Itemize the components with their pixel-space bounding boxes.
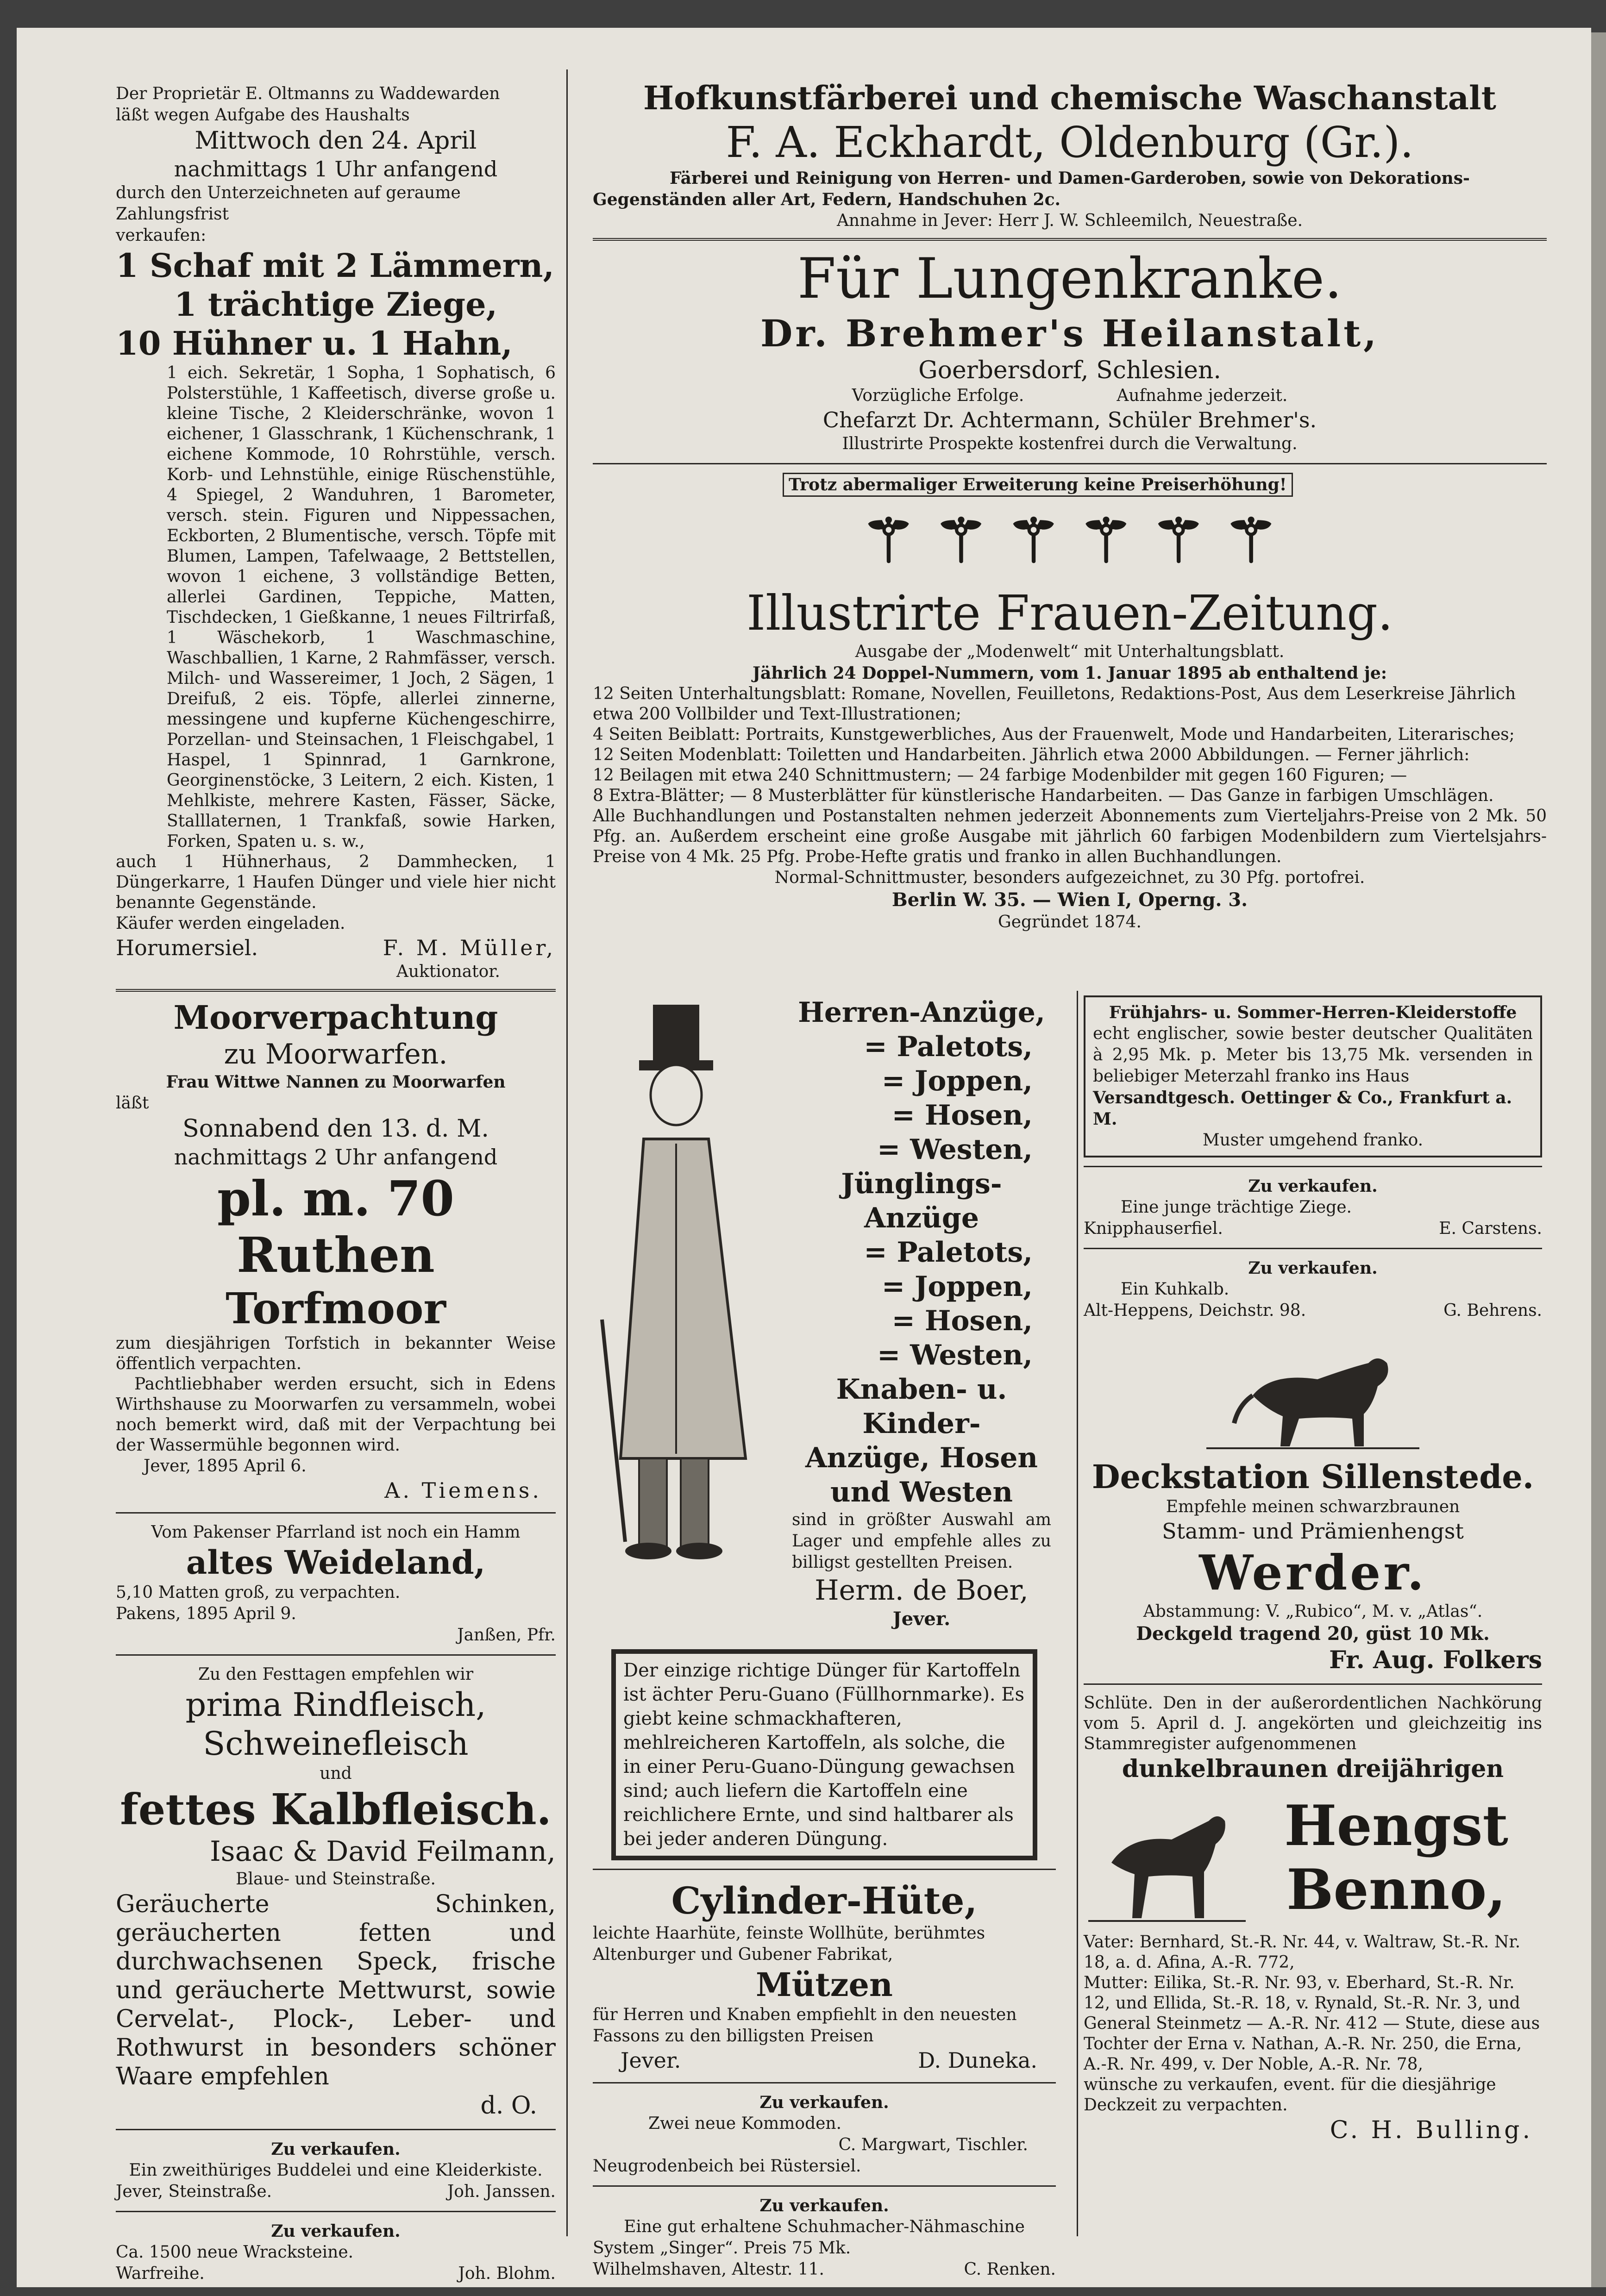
text: 5,10 Matten groß, zu verpachten. bbox=[116, 1583, 401, 1602]
headline: pl. m. 70 Ruthen bbox=[217, 1170, 454, 1283]
item-list: auch 1 Hühnerhaus, 2 Dammhecken, 1 Düngerkarre, 1 Haufen Dünger und viele hier nicht benannte Gegenstände. bbox=[116, 852, 556, 912]
headline: altes Weideland, bbox=[186, 1543, 486, 1582]
headline: 10 Hühner u. 1 Hahn, bbox=[116, 324, 513, 363]
signature: C. Margwart, Tischler. bbox=[838, 2135, 1028, 2154]
text: Alle Buchhandlungen und Postanstalten nehmen jederzeit Abonnements zum Vierteljahrs-Preise von 2 Mk. 50 Pfg. an. Außerdem erscheint eine große Ausgabe mit jährlich 60 farbigen Modenbildern zum Viertelsjahrs-Preise von 4 Mk. 25 Pfg. Probe-Hefte gratis und franko in allen Buchhandlungen. bbox=[593, 807, 1547, 866]
signature: A. Tiemens. bbox=[384, 1478, 542, 1503]
text: Normal-Schnittmuster, besonders aufgezeichnet, zu 30 Pfg. portofrei. bbox=[774, 868, 1365, 887]
headline: 1 Schaf mit 2 Lämmern, bbox=[116, 246, 554, 285]
headline: Isaac & David Feilmann, bbox=[210, 1835, 556, 1868]
place: Alt-Heppens, Deichstr. 98. bbox=[1084, 1301, 1306, 1320]
date: Jever, 1895 April 6. bbox=[144, 1457, 307, 1476]
goat-ad bbox=[1084, 1176, 1542, 1239]
text: Auktionator. bbox=[396, 962, 500, 981]
calf-ad bbox=[1084, 1257, 1542, 1321]
fabric-ad bbox=[1084, 995, 1542, 1157]
place: Horumersiel. bbox=[116, 935, 258, 960]
text: Muster umgehend franko. bbox=[1202, 1131, 1424, 1150]
place: Knipphauserfiel. bbox=[1084, 1219, 1223, 1238]
clothing-line: Knaben- u. Kinder- bbox=[836, 1373, 1007, 1440]
clothing-line: = Hosen, bbox=[891, 1305, 1033, 1337]
butcher-ad bbox=[116, 1664, 556, 2121]
headline: Werder. bbox=[1199, 1544, 1427, 1601]
man-illustration bbox=[593, 995, 787, 1565]
headline: Deckstation Sillenstede. bbox=[1092, 1458, 1534, 1496]
text: Versandtgesch. Oettinger & Co., Frankfurt a. M. bbox=[1093, 1088, 1512, 1129]
stud-ad bbox=[1084, 1458, 1542, 1675]
text: zum diesjährigen Torfstich in bekannter Weise öffentlich verpachten. bbox=[116, 1334, 556, 1373]
headline: Benno, bbox=[1286, 1857, 1506, 1922]
signature: F. M. Müller, bbox=[383, 935, 556, 960]
horse-icon bbox=[1197, 1335, 1429, 1451]
text: Färberei und Reinigung von Herren- und Damen-Garderoben, sowie von Dekorations- bbox=[670, 169, 1470, 188]
figure-icon: ⚚ bbox=[934, 505, 988, 576]
text: echt englischer, sowie bester deutscher Qualitäten à 2,95 Mk. p. Meter bis 13,75 Mk. versenden in beliebiger Meterzahl franko ins Haus bbox=[1093, 1024, 1533, 1086]
clothing-line: und Westen bbox=[830, 1476, 1013, 1508]
text: Mittwoch den 24. April bbox=[194, 127, 477, 155]
clothing-lines bbox=[792, 995, 1051, 1509]
guano-ad bbox=[611, 1649, 1037, 1860]
text: Geräucherte Schinken, geräucherten fetten und durchwachsenen Speck, frische und geräucherte Mettwurst, sowie Cervelat-, Plock-, Leber- und Rothwurst in besonders schöner Waare empfehlen bbox=[116, 1890, 556, 2090]
place: Jever. bbox=[892, 1608, 951, 1630]
divider bbox=[116, 989, 556, 992]
text: System „Singer“. Preis 75 Mk. bbox=[593, 2239, 851, 2258]
text: verkaufen: bbox=[116, 226, 207, 245]
right-column bbox=[1084, 995, 1542, 2145]
text: Sonnabend den 13. d. M. bbox=[182, 1115, 489, 1143]
text: Aufnahme jederzeit. bbox=[1117, 386, 1288, 405]
text: Ein zweithüriges Buddelei und eine Kleiderkiste. bbox=[129, 2161, 543, 2180]
list-item: 8 Extra-Blätter; — 8 Musterblätter für künstlerische Handarbeiten. — Das Ganze in farbigen Umschlägen. bbox=[593, 786, 1494, 805]
text: Empfehle meinen schwarzbraunen bbox=[1166, 1497, 1460, 1516]
headline: Torfmoor bbox=[226, 1283, 446, 1333]
text: Ein Kuhkalb. bbox=[1121, 1280, 1230, 1299]
headline: Illustrirte Frauen-Zeitung. bbox=[747, 585, 1393, 641]
text: Eine gut erhaltene Schuhmacher-Nähmaschine bbox=[624, 2217, 1025, 2236]
text: Jährlich 24 Doppel-Nummern, vom 1. Januar 1895 ab enthaltend je: bbox=[752, 663, 1387, 683]
headline: Moorverpachtung bbox=[173, 998, 498, 1037]
divider bbox=[593, 2082, 1056, 2083]
text: Zu den Festtagen empfehlen wir bbox=[198, 1665, 474, 1684]
text: durch den Unterzeichneten auf geraume Zahlungsfrist bbox=[116, 183, 461, 224]
text: Der Proprietär E. Oltmanns zu Waddewarden bbox=[116, 84, 500, 103]
place: Jever. bbox=[621, 2048, 681, 2073]
place: Wilhelmshaven, Altestr. 11. bbox=[593, 2260, 824, 2279]
headline: Hofkunstfärberei und chemische Waschanstalt bbox=[643, 79, 1496, 117]
headline: Dr. Brehmer's Heilanstalt, bbox=[760, 312, 1380, 355]
text: Vater: Bernhard, St.-R. Nr. 44, v. Waltraw, St.-R. Nr. 18, a. d. Afina, A.-R. 772, bbox=[1084, 1933, 1521, 1972]
signature: Janßen, Pfr. bbox=[457, 1626, 556, 1645]
text: Blaue- und Steinstraße. bbox=[236, 1870, 436, 1889]
signature: Joh. Blohm. bbox=[458, 2264, 556, 2283]
place: Jever, Steinstraße. bbox=[116, 2182, 272, 2201]
column-rule-mid bbox=[1077, 991, 1078, 2236]
signature: C. Renken. bbox=[964, 2260, 1056, 2279]
headline: Schweinefleisch bbox=[203, 1725, 469, 1763]
divider bbox=[593, 238, 1547, 241]
moor-lease-ad bbox=[116, 998, 556, 1504]
headline: Zu verkaufen. bbox=[1248, 1258, 1378, 1278]
clothing-line: = Westen, bbox=[877, 1339, 1033, 1371]
divider bbox=[593, 1869, 1056, 1870]
text: Abstammung: V. „Rubico“, M. v. „Atlas“. bbox=[1143, 1602, 1483, 1621]
item-list: 1 eich. Sekretär, 1 Sopha, 1 Sophatisch, 6 Polsterstühle, 1 Kaffeetisch, diverse große u. kleine Tische, 2 Kleiderschränke, wovon 1 eichener, 1 Glasschrank, 1 Küchenschrank, 1 eichene Kommode, 10 Rohrstühle, versch. Korb- und Lehnstühle, einige Rüschenstühle, 4 Spiegel, 2 Wanduhren, 1 Barometer, versch. stein. Figuren und Nippessachen, Eckborten, 2 Blumentische, versch. Töpfe mit Blumen, Lampen, Tafelwaage, 2 Bettstellen, wovon 1 eichene, 3 vollständige Betten, allerlei Gardinen, Teppiche, Matten, Tischdecken, 1 Gießkanne, 1 neues Filtrirfaß, 1 Wäschekorb, 1 Waschmaschine, Waschballien, 1 Karne, 2 Rahmfässer, versch. Milch- und Wassereimer, 1 Joch, 2 Sägen, 1 Dreifuß, 2 eis. Töpfe, allerlei zinnerne, messingene und kupferne Küchengeschirre, Porzellan- und Steinsachen, 1 Fleischgabel, 1 Haspel, 1 Spinnrad, 1 Garnkrone, Georginenstöcke, 3 Leitern, 2 eich. Kisten, 1 Mehlkiste, mehrere Kasten, Fässer, Säcke, Stalllaternen, 1 Trankfaß, sowie Harken, Forken, Spaten u. s. w., bbox=[167, 363, 556, 851]
figure-illustrations bbox=[593, 506, 1547, 576]
list-item: 12 Seiten Unterhaltungsblatt: Romane, Novellen, Feuilletons, Redaktions-Post, Aus dem Leserkreise Jährlich etwa 200 Vollbilder und Text-Illustrationen; bbox=[593, 684, 1516, 724]
headline: F. A. Eckhardt, Oldenburg (Gr.). bbox=[726, 118, 1414, 167]
divider bbox=[116, 1654, 556, 1656]
text: Frau Wittwe Nannen zu Moorwarfen bbox=[166, 1072, 506, 1092]
headline: Cylinder-Hüte, bbox=[671, 1879, 978, 1922]
divider bbox=[593, 2185, 1056, 2187]
headline: Hengst bbox=[1284, 1793, 1508, 1858]
list-item: 4 Seiten Beiblatt: Portraits, Kunstgewerbliches, Aus der Frauenwelt, Mode und Handarbeiten, Literarisches; bbox=[593, 725, 1515, 744]
figure-icon: ⚚ bbox=[1006, 505, 1060, 576]
text: wünsche zu verkaufen, event. für die diesjährige Deckzeit zu verpachten. bbox=[1084, 2075, 1496, 2115]
text: Gegenständen aller Art, Federn, Handschuhen 2c. bbox=[593, 190, 1061, 209]
text: Käufer werden eingeladen. bbox=[116, 914, 345, 933]
text: läßt bbox=[116, 1094, 149, 1113]
text: nachmittags 1 Uhr anfangend bbox=[174, 156, 498, 181]
divider bbox=[1084, 1166, 1542, 1167]
headline: Frühjahrs- u. Sommer-Herren-Kleiderstoffe bbox=[1109, 1003, 1517, 1022]
clothing-line: Anzüge, Hosen bbox=[805, 1442, 1038, 1474]
text: sind in größter Auswahl am Lager und empfehle alles zu billigst gestellten Preisen. bbox=[792, 1510, 1051, 1572]
text: nachmittags 2 Uhr anfangend bbox=[174, 1145, 498, 1170]
headline: zu Moorwarfen. bbox=[224, 1038, 448, 1070]
headline: prima Rindfleisch, bbox=[185, 1686, 486, 1724]
gentleman-figure-icon bbox=[593, 995, 787, 1565]
signature: C. H. Bulling. bbox=[1330, 2116, 1533, 2144]
headline: fettes Kalbfleisch. bbox=[120, 1784, 552, 1834]
text: Vorzügliche Erfolge. bbox=[852, 386, 1024, 405]
headline: Zu verkaufen. bbox=[271, 2140, 401, 2159]
text: Eine junge trächtige Ziege. bbox=[1121, 1198, 1352, 1217]
headline: Zu verkaufen. bbox=[759, 2196, 889, 2215]
figure-icon: ⚚ bbox=[1079, 505, 1133, 576]
headline: dunkelbraunen dreijährigen bbox=[1122, 1755, 1504, 1783]
horse-icon bbox=[1084, 1784, 1250, 1932]
headline: Zu verkaufen. bbox=[271, 2221, 401, 2241]
sale-ad-1 bbox=[116, 2139, 556, 2202]
clothing-line: = Paletots, bbox=[864, 1031, 1033, 1063]
sanatorium-ad bbox=[593, 247, 1547, 455]
text: Gegründet 1874. bbox=[997, 913, 1142, 932]
text: für Herren und Knaben empfiehlt in den neuesten Fassons zu den billigsten Preisen bbox=[593, 2005, 1017, 2046]
text: Illustrirte Prospekte kostenfrei durch die Verwaltung. bbox=[842, 434, 1298, 453]
sewing-machine-ad bbox=[593, 2195, 1056, 2280]
text: Pakens, 1895 April 9. bbox=[116, 1604, 296, 1623]
text: Annahme in Jever: Herr J. W. Schleemilch, Neuestraße. bbox=[836, 211, 1303, 230]
divider bbox=[116, 2129, 556, 2130]
hat-ad bbox=[593, 1878, 1056, 2074]
left-column bbox=[116, 83, 556, 2284]
text: Chefarzt Dr. Achtermann, Schüler Brehmer's. bbox=[822, 407, 1317, 432]
text: Deckgeld tragend 20, güst 10 Mk. bbox=[1136, 1623, 1490, 1645]
clothing-line: = Hosen, bbox=[891, 1099, 1033, 1132]
figure-icon: ⚚ bbox=[1224, 505, 1278, 576]
signature: Fr. Aug. Folkers bbox=[1329, 1646, 1542, 1674]
list-item: 12 Seiten Modenblatt: Toiletten und Handarbeiten. Jährlich etwa 2000 Abbildungen. — Ferner jährlich: bbox=[593, 745, 1470, 764]
signature: E. Carstens. bbox=[1439, 1219, 1542, 1238]
signature: d. O. bbox=[480, 2092, 537, 2120]
frauen-zeitung-ad bbox=[593, 473, 1547, 933]
stallion-ad bbox=[1084, 1693, 1542, 2145]
text: Ca. 1500 neue Wracksteine. bbox=[116, 2243, 354, 2262]
divider bbox=[1084, 1248, 1542, 1249]
text: Mutter: Eilika, St.-R. Nr. 93, v. Eberhard, St.-R. Nr. 12, und Ellida, St.-R. 18, v. Rynald, St.-R. Nr. 3, und General Steinmetz — A.-R. Nr. 412 — Stute, diese aus Tochter der Erna v. Nathan, A.-R. Nr. 250, die Erna, A.-R. Nr. 499, v. Der Noble, A.-R. Nr. 78, bbox=[1084, 1973, 1540, 2074]
divider bbox=[116, 2211, 556, 2212]
column-rule-left bbox=[566, 69, 568, 2236]
clothing-line: = Joppen, bbox=[881, 1065, 1033, 1097]
headline: Zu verkaufen. bbox=[1248, 1176, 1378, 1196]
clothing-line: Herren-Anzüge, bbox=[798, 996, 1045, 1029]
signature: D. Duneka. bbox=[918, 2048, 1037, 2073]
text: Zwei neue Kommoden. bbox=[648, 2114, 842, 2133]
banner: Trotz abermaliger Erweiterung keine Preiserhöhung! bbox=[783, 473, 1293, 497]
horse-illustration bbox=[1084, 1335, 1542, 1453]
text: Vom Pakenser Pfarrland ist noch ein Hamm bbox=[151, 1523, 521, 1542]
headline: Zu verkaufen. bbox=[759, 2093, 889, 2112]
divider bbox=[1084, 1683, 1542, 1685]
headline: 1 trächtige Ziege, bbox=[174, 285, 498, 324]
laundry-ad bbox=[593, 79, 1547, 231]
figure-icon: ⚚ bbox=[1151, 505, 1206, 576]
sale-ad-2 bbox=[116, 2221, 556, 2284]
text: und bbox=[320, 1764, 352, 1783]
middle-column bbox=[593, 995, 1056, 2280]
text: Der einzige richtige Dünger für Kartoffeln ist ächter Peru-Guano (Füllhornmarke). Es giebt keine schmackhafteren, mehlreicheren Kartoffeln, als solche, die in einer Peru-Guano-Düngung gewachsen sind; auch liefern die Kartoffeln eine reichlichere Ernte, und sind haltbarer als bei jeder anderen Düngung. bbox=[623, 1660, 1025, 1850]
text: Goerbersdorf, Schlesien. bbox=[918, 357, 1221, 384]
text: Ausgabe der „Modenwelt“ mit Unterhaltungsblatt. bbox=[855, 642, 1285, 661]
signature: Herm. de Boer, bbox=[815, 1574, 1029, 1607]
headline: Für Lungenkranke. bbox=[797, 247, 1343, 311]
clothing-ad bbox=[593, 995, 1056, 1631]
list-item: 12 Beilagen mit etwa 240 Schnittmustern; — 24 farbige Modenbilder mit gegen 160 Figuren; — bbox=[593, 766, 1407, 785]
text: Stamm- und Prämienhengst bbox=[1162, 1519, 1464, 1544]
signature: G. Behrens. bbox=[1443, 1301, 1542, 1320]
divider bbox=[116, 1512, 556, 1514]
clothing-list bbox=[792, 995, 1051, 1631]
dresser-ad bbox=[593, 2092, 1056, 2177]
pasture-ad bbox=[116, 1522, 556, 1646]
text: läßt wegen Aufgabe des Haushalts bbox=[116, 106, 410, 125]
text: Schlüte. Den in der außerordentlichen Nachkörung vom 5. April d. J. angekörten und gleichzeitig ins Stammregister aufgenommenen bbox=[1084, 1694, 1542, 1753]
page-edge bbox=[1591, 32, 1606, 2287]
figure-icon: ⚚ bbox=[861, 505, 916, 576]
place: Warfreihe. bbox=[116, 2264, 205, 2283]
clothing-line: = Joppen, bbox=[881, 1270, 1033, 1303]
auction-ad bbox=[116, 83, 556, 982]
address: Berlin W. 35. — Wien I, Operng. 3. bbox=[891, 889, 1248, 911]
clothing-line: = Paletots, bbox=[864, 1236, 1033, 1269]
signature: Joh. Janssen. bbox=[447, 2182, 556, 2201]
text: leichte Haarhüte, feinste Wollhüte, berühmtes Altenburger und Gubener Fabrikat, bbox=[593, 1924, 985, 1964]
text: Pachtliebhaber werden ersucht, sich in Edens Wirthshause zu Moorwarfen zu versammeln, wobei noch bemerkt wird, daß mit der Verpachtung bei der Wassermühle begonnen wird. bbox=[116, 1375, 556, 1455]
clothing-line: Jünglings-Anzüge bbox=[841, 1168, 1002, 1234]
right-top-area bbox=[593, 79, 1547, 933]
text: Neugrodenbeich bei Rüstersiel. bbox=[593, 2157, 861, 2176]
clothing-line: = Westen, bbox=[877, 1133, 1033, 1166]
headline: Mützen bbox=[756, 1965, 893, 2004]
divider bbox=[593, 463, 1547, 464]
